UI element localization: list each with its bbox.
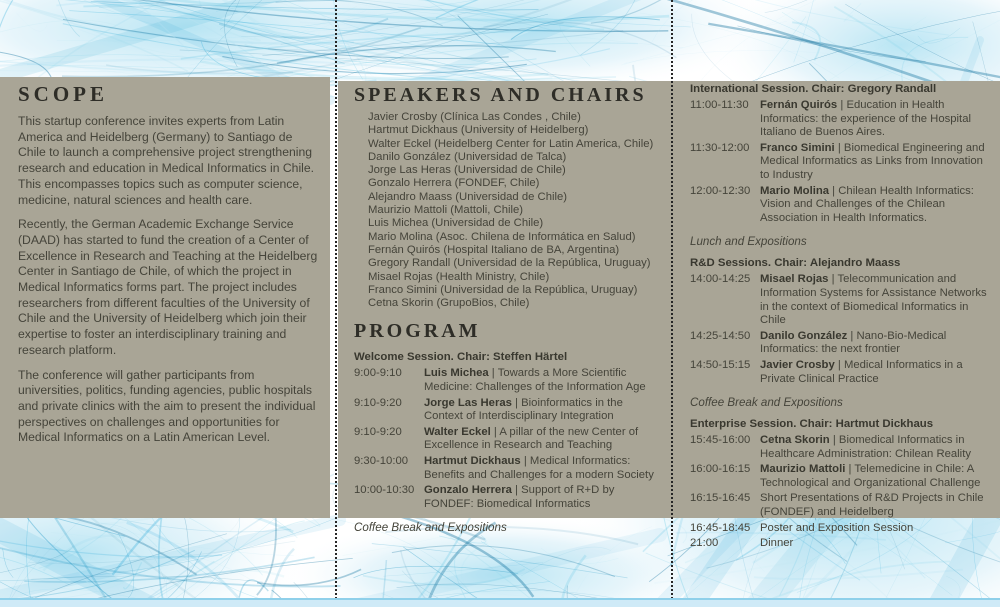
session-heading-rd: R&D Sessions. Chair: Alejandro Maass: [690, 257, 901, 270]
program-item-speaker: Gonzalo Herrera: [424, 484, 512, 497]
program-item: [690, 330, 990, 357]
program-item: [690, 359, 990, 386]
program-item-speaker: Cetna Skorin: [760, 434, 830, 447]
program-item: [354, 426, 658, 453]
session-heading-enterprise: Enterprise Session. Chair: Hartmut Dickhaus: [690, 418, 934, 431]
program-item-talk: | Telecommunication and Information Systems for Assistance Networks in the context of Biomedical Informatics in Chile: [760, 273, 987, 326]
program-item-time: 9:10-9:20: [354, 425, 402, 438]
speaker-entry: Jorge Las Heras (Universidad de Chile): [368, 164, 566, 177]
program-item-time: 11:00-11:30: [690, 99, 749, 111]
break-note: Lunch and Expositions: [690, 235, 807, 249]
program-item-talk: | Nano-Bio-Medical Informatics: the next frontier: [760, 330, 946, 356]
program-item-speaker: Mario Molina: [760, 184, 830, 197]
program-item-time: 14:00-14:25: [690, 273, 751, 286]
speaker-entry: Luis Michea (Universidad de Chile): [368, 217, 544, 230]
scope-paragraph: This startup conference invites experts from Latin America and Heidelberg (Germany) to Santiago de Chile to launch a comprehensive project strengthening research and education in Medical Informatics in Chile. This encompasses topics such as computer science, medicine, natural sciences and health care.: [18, 114, 315, 207]
speaker-entry: Misael Rojas (Health Ministry, Chile): [368, 270, 550, 283]
speaker-entry: Mario Molina (Asoc. Chilena de Informática en Salud): [368, 230, 636, 243]
scope-title: SCOPE: [18, 82, 109, 106]
program-item-talk: | Towards a More Scientific Medicine: Challenges of the Information Age: [424, 367, 646, 393]
program-item-time: 9:30-10:00: [354, 455, 409, 468]
program-item: [690, 434, 990, 461]
program-item: [690, 492, 990, 519]
program-item-time: 11:30-12:00: [690, 141, 750, 154]
speakers-program-column: [354, 84, 658, 543]
program-item-time: 14:50-15:15: [690, 358, 751, 371]
speakers-title: SPEAKERS AND CHAIRS: [354, 84, 647, 106]
speakers-list: [368, 111, 658, 310]
speaker-entry: Hartmut Dickhaus (University of Heidelberg): [368, 124, 589, 137]
program-item-talk: | Medical Informatics: Benefits and Challenges for a modern Society: [424, 455, 654, 481]
program-item: [354, 367, 658, 394]
speaker-entry: Gonzalo Herrera (FONDEF, Chile): [368, 177, 540, 190]
fold-line-right: [671, 0, 673, 607]
program-item-time: 15:45-16:00: [690, 434, 751, 447]
session-heading-international: International Session. Chair: Gregory Randall: [690, 83, 937, 95]
program-item: [354, 455, 658, 482]
program-item-talk: | Biomedical Informatics in Healthcare Administration: Chilean Reality: [760, 434, 971, 460]
program-item-speaker: Danilo González: [760, 329, 848, 342]
program-item-time: 16:00-16:15: [690, 463, 751, 476]
speaker-entry: Maurizio Mattoli (Mattoli, Chile): [368, 204, 524, 217]
bottom-accent-strip: [0, 598, 1000, 607]
program-item-time: 21:00: [690, 537, 719, 550]
program-item-speaker: Luis Michea: [424, 367, 489, 380]
program-item-talk: Short Presentations of R&D Projects in Chile (FONDEF) and Heidelberg: [760, 492, 984, 519]
speaker-entry: Danilo González (Universidad de Talca): [368, 150, 567, 163]
speaker-entry: Gregory Randall (Universidad de la República, Uruguay): [368, 257, 651, 270]
program-item: [690, 537, 990, 551]
speaker-entry: Franco Simini (Universidad de la República, Uruguay): [368, 283, 638, 296]
program-item: [354, 484, 658, 511]
afternoon-program-column: [690, 83, 990, 553]
fold-line-left: [335, 0, 337, 607]
program-title: PROGRAM: [354, 320, 481, 343]
program-item: [354, 397, 658, 424]
speaker-entry: Alejandro Maass (Universidad de Chile): [368, 190, 568, 203]
program-item-talk: Poster and Exposition Session: [760, 521, 914, 534]
speaker-entry: Fernán Quirós (Hospital Italiano de BA, Argentina): [368, 243, 620, 256]
program-item-talk: | Education in Health Informatics: the experience of the Hospital Italiano de Buenos Aires.: [760, 99, 971, 138]
program-item-time: 10:00-10:30: [354, 484, 415, 497]
program-item-speaker: Maurizio Mattoli: [760, 463, 846, 476]
program-item: [690, 99, 990, 140]
program-item-time: 9:10-9:20: [354, 396, 402, 409]
break-note: Coffee Break and Expositions: [690, 396, 843, 410]
break-note: Coffee Break and Expositions: [354, 521, 507, 535]
program-item-speaker: Misael Rojas: [760, 273, 829, 286]
program-item: [690, 142, 990, 183]
program-item: [690, 185, 990, 226]
program-item-time: 12:00-12:30: [690, 184, 751, 197]
program-item: [690, 522, 990, 536]
program-item: [690, 463, 990, 490]
program-item-speaker: Javier Crosby: [760, 358, 835, 371]
program-item-talk: | A pillar of the new Center of Excellence in Research and Teaching: [424, 426, 638, 452]
session-heading-welcome: Welcome Session. Chair: Steffen Härtel: [354, 351, 568, 364]
program-item: [690, 273, 990, 327]
program-item-talk: | Bioinformatics in the Context of Interdisciplinary Integration: [424, 397, 623, 423]
speaker-entry: Javier Crosby (Clínica Las Condes , Chile): [368, 111, 581, 123]
program-item-speaker: Fernán Quirós: [760, 99, 838, 111]
scope-column: [18, 82, 318, 455]
program-item-speaker: Walter Eckel: [424, 425, 491, 438]
program-item-talk: | Support of R+D by FONDEF: Biomedical Informatics: [424, 484, 614, 510]
program-item-talk: Dinner: [760, 537, 794, 550]
program-item-time: 9:00-9:10: [354, 367, 402, 380]
program-item-speaker: Hartmut Dickhaus: [424, 455, 521, 468]
program-item-time: 16:15-16:45: [690, 492, 751, 505]
program-item-talk: | Telemedicine in Chile: A Technological and Organizational Challenge: [760, 463, 980, 489]
program-item-talk: | Medical Informatics in a Private Clinical Practice: [760, 359, 963, 385]
program-item-speaker: Franco Simini: [760, 141, 835, 154]
scope-paragraph: Recently, the German Academic Exchange Service (DAAD) has started to fund the creation of a Center of Excellence in Research and Teaching at the Heidelberg Center in Santiago de Chile, of which the project in Medical Informatics forms part. The project includes researchers from different faculties of the University of Chile and the University of Heidelberg which join their expertise to foster an interdisciplinary training and research platform.: [18, 217, 318, 357]
program-item-time: 14:25-14:50: [690, 329, 751, 342]
program-item-time: 16:45-18:45: [690, 521, 751, 534]
program-item-talk: | Chilean Health Informatics: Vision and Challenges of the Chilean Association in Health Informatics.: [760, 185, 974, 224]
program-item-speaker: Jorge Las Heras: [424, 396, 512, 409]
program-item-talk: | Biomedical Engineering and Medical Informatics as Links from Innovation to Industry: [760, 142, 985, 181]
scope-paragraph: The conference will gather participants from universities, politics, funding agencies, public hospitals and private clinics with the aim to present the individual perspectives on challenges and opportunities for Medical Informatics on a Latin American Level.: [18, 367, 316, 445]
speaker-entry: Walter Eckel (Heidelberg Center for Latin America, Chile): [368, 137, 654, 150]
speaker-entry: Cetna Skorin (GrupoBios, Chile): [368, 297, 530, 310]
